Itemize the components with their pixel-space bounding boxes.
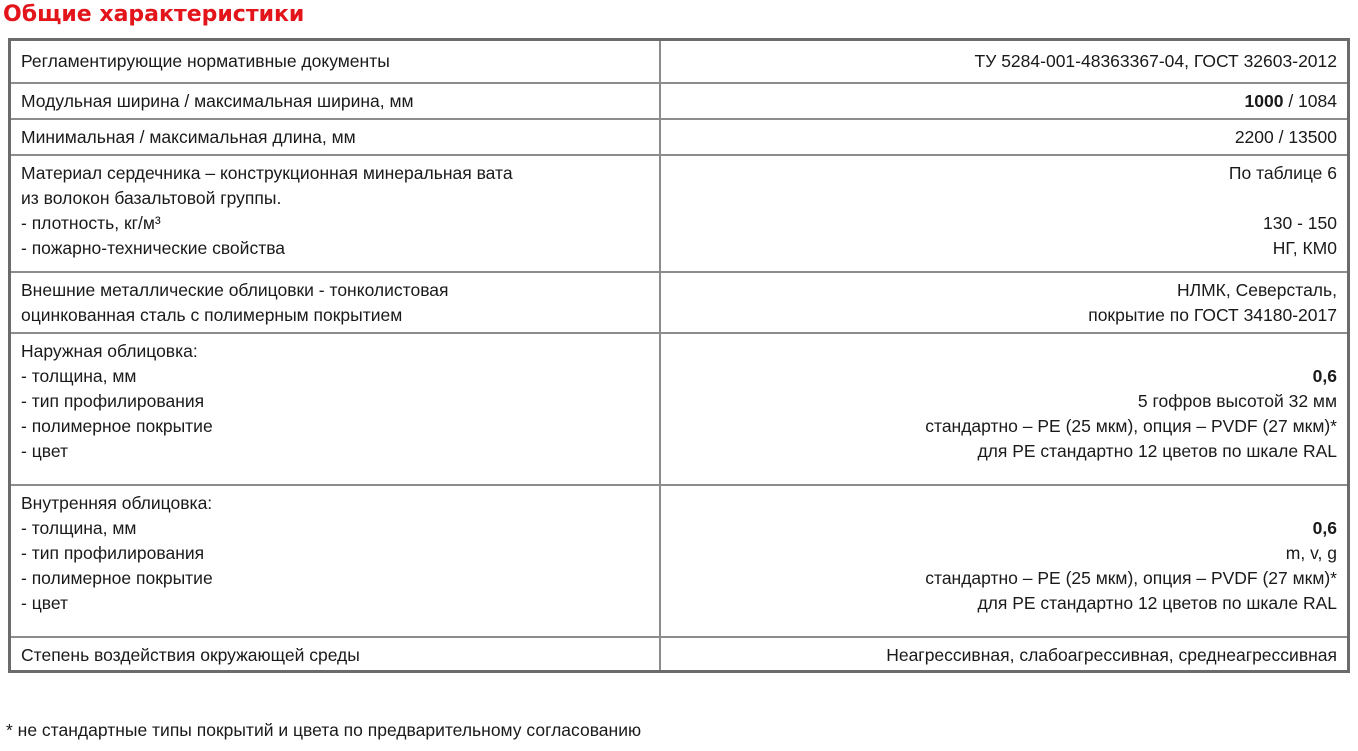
param-line: из волокон базальтовой группы. [21,187,282,208]
param-line: - тип профилирования [21,542,205,563]
value-line: НГ, КМ0 [1272,237,1337,258]
footnote: * не стандартные типы покрытий и цвета по предварительному согласованию [6,720,642,740]
param-cell: Минимальная / максимальная длина, мм [10,119,660,155]
value-cell: ТУ 5284-001-48363367-04, ГОСТ 32603-2012 [660,40,1349,83]
param-line: - толщина, мм [21,365,137,386]
value-line: 5 гофров высотой 32 мм [1137,390,1337,411]
table-row [10,637,1349,672]
table-row [10,272,1349,333]
param-cell [10,272,660,333]
value-line: стандартно – PE (25 мкм), опция – PVDF (27 мкм)* [925,415,1337,436]
param-line: - толщина, мм [21,517,137,538]
value-cell [660,272,1349,333]
value-cell: Неагрессивная, слабоагрессивная, среднеагрессивная [660,637,1349,672]
param-line: - цвет [21,592,68,613]
param-line: Материал сердечника – конструкционная минеральная вата [21,162,513,183]
value-cell: 2200 / 13500 [660,119,1349,155]
param-cell [10,155,660,272]
value-line: НЛМК, Северсталь, [1176,279,1337,300]
value-cell [660,333,1349,485]
specifications-table [8,38,1350,673]
value-rest: / 1084 [1283,90,1337,111]
value-cell [660,485,1349,637]
param-line: - полимерное покрытие [21,415,213,436]
param-line: - цвет [21,440,68,461]
table-row [10,155,1349,272]
value-line: 0,6 [1312,517,1337,538]
table-row [10,119,1349,155]
param-cell [10,333,660,485]
param-cell [10,485,660,637]
value-line [671,491,1338,516]
param-line: - пожарно-технические свойства [21,237,286,258]
value-line: для PE стандартно 12 цветов по шкале RAL [977,440,1337,461]
section-title: Общие характеристики [3,2,305,27]
table-row [10,40,1349,83]
param-line: - плотность, кг/м³ [21,212,161,233]
value-line: 0,6 [1312,365,1337,386]
param-cell: Модульная ширина / максимальная ширина, мм [10,83,660,119]
table-row [10,83,1349,119]
param-line: Наружная облицовка: [21,340,198,361]
value-line: стандартно – PE (25 мкм), опция – PVDF (27 мкм)* [925,567,1337,588]
param-line: - полимерное покрытие [21,567,213,588]
value-line: покрытие по ГОСТ 34180-2017 [1088,304,1337,325]
table-row [10,485,1349,637]
param-cell: Степень воздействия окружающей среды [10,637,660,672]
value-bold: 1000 [1244,90,1284,111]
value-cell [660,83,1349,119]
value-line: 130 - 150 [1263,212,1337,233]
value-line [671,186,1338,211]
value-line [671,339,1338,364]
value-line: m, v, g [1285,542,1337,563]
value-line: для PE стандартно 12 цветов по шкале RAL [977,592,1337,613]
param-line: Внутренняя облицовка: [21,492,213,513]
param-line: оцинкованная сталь с полимерным покрытием [21,304,403,325]
table-row [10,333,1349,485]
param-cell: Регламентирующие нормативные документы [10,40,660,83]
value-cell [660,155,1349,272]
param-line: - тип профилирования [21,390,205,411]
param-line: Внешние металлические облицовки - тонколистовая [21,279,449,300]
value-line: По таблице 6 [1228,162,1337,183]
